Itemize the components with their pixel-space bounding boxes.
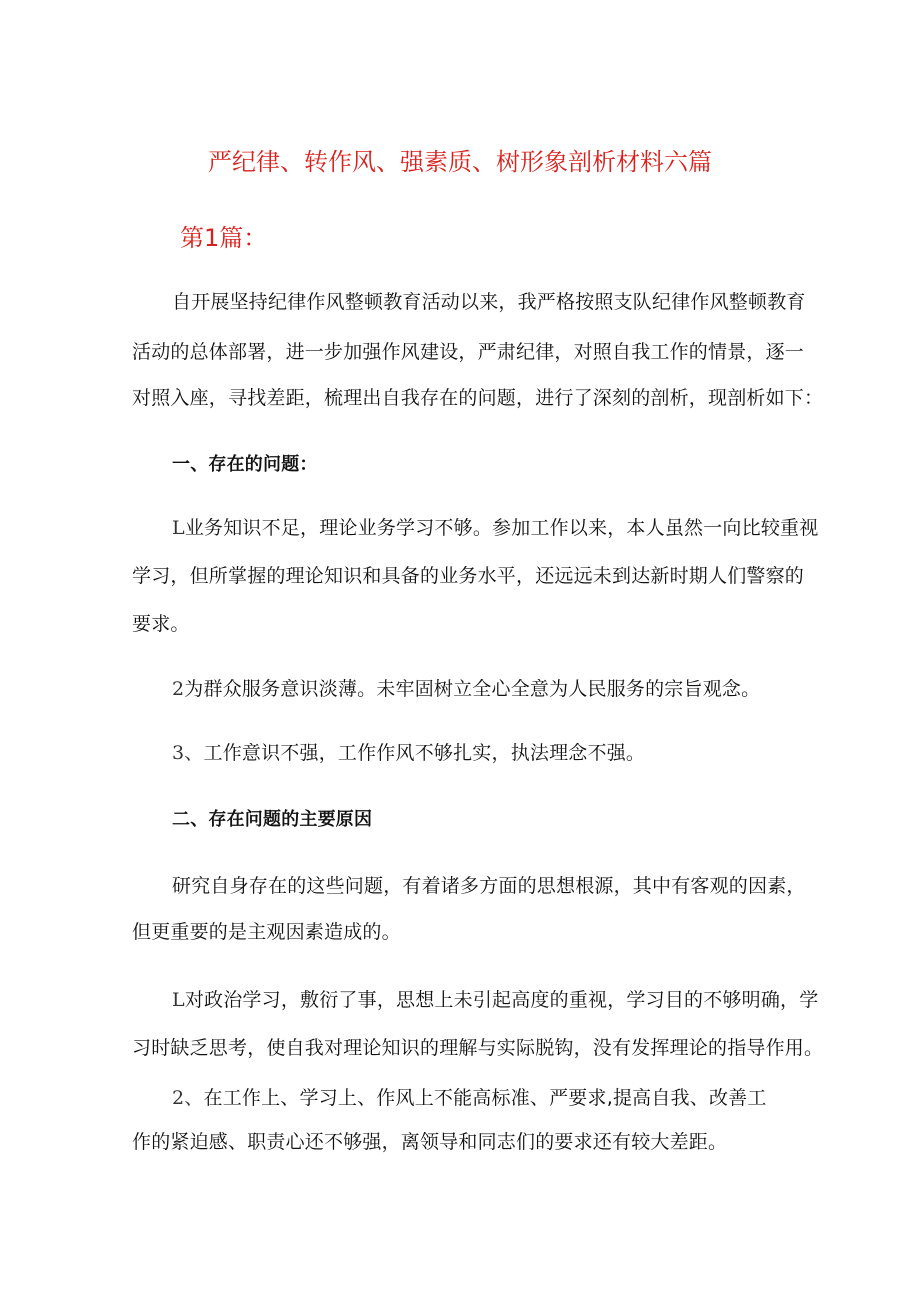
section-1-item-3 [172, 741, 645, 765]
document-subtitle: 第1篇： [180, 224, 268, 252]
section-2-item-1-line-2: 习时缺乏思考，使自我对理论知识的理解与实际脱钩，没有发挥理论的指导作用。 [132, 1037, 824, 1059]
section-1-heading: 一、存在的问题： [172, 454, 318, 475]
item-number: L [172, 517, 185, 539]
item-number: 3、 [172, 742, 204, 764]
item-text: 对政治学习，敷衍了事，思想上未引起高度的重视，学习目的不够明确，学 [184, 989, 819, 1011]
document-title: 严纪律、转作风、强素质、树形象剖析材料六篇 [208, 148, 712, 176]
item-text: 为群众服务意识淡薄。未牢固树立全心全意为人民服务的宗旨观念。 [184, 678, 761, 700]
intro-line-1: 自开展坚持纪律作风整顿教育活动以来，我严格按照支队纪律作风整顿教育 [172, 291, 806, 313]
section-1-item-1-line-2: 学习，但所掌握的理论知识和具备的业务水平，还远远未到达新时期人们警察的 [132, 565, 805, 587]
section-2-item-1-line-1 [172, 988, 818, 1012]
section-2-heading: 二、存在问题的主要原因 [172, 809, 373, 830]
intro-line-2: 活动的总体部署，进一步加强作风建设，严肃纪律，对照自我工作的情景，逐一 [132, 341, 805, 363]
item-number: L [172, 989, 185, 1011]
section-2-item-2-line-1 [172, 1086, 767, 1110]
section-1-item-2 [172, 677, 760, 701]
item-number: 2、 [172, 1087, 204, 1109]
item-text: 工作意识不强，工作作风不够扎实，执法理念不强。 [203, 742, 646, 764]
section-2-intro-line-2: 但更重要的是主观因素造成的。 [132, 921, 401, 943]
item-text: 在工作上、学习上、作风上不能高标准、严要求,提高自我、改善工 [203, 1087, 767, 1109]
section-1-item-1-line-3: 要求。 [132, 613, 190, 635]
section-2-item-2-line-2: 作的紧迫感、职责心还不够强，离领导和同志们的要求还有较大差距。 [132, 1131, 728, 1153]
intro-line-3: 对照入座，寻找差距，梳理出自我存在的问题，进行了深刻的剖析，现剖析如下： [132, 387, 824, 409]
item-number: 2 [172, 678, 185, 700]
item-text: 业务知识不足，理论业务学习不够。参加工作以来，本人虽然一向比较重视 [184, 517, 819, 539]
section-2-intro-line-1: 研究自身存在的这些问题，有着诸多方面的思想根源，其中有客观的因素， [172, 875, 806, 897]
section-1-item-1-line-1 [172, 516, 818, 540]
